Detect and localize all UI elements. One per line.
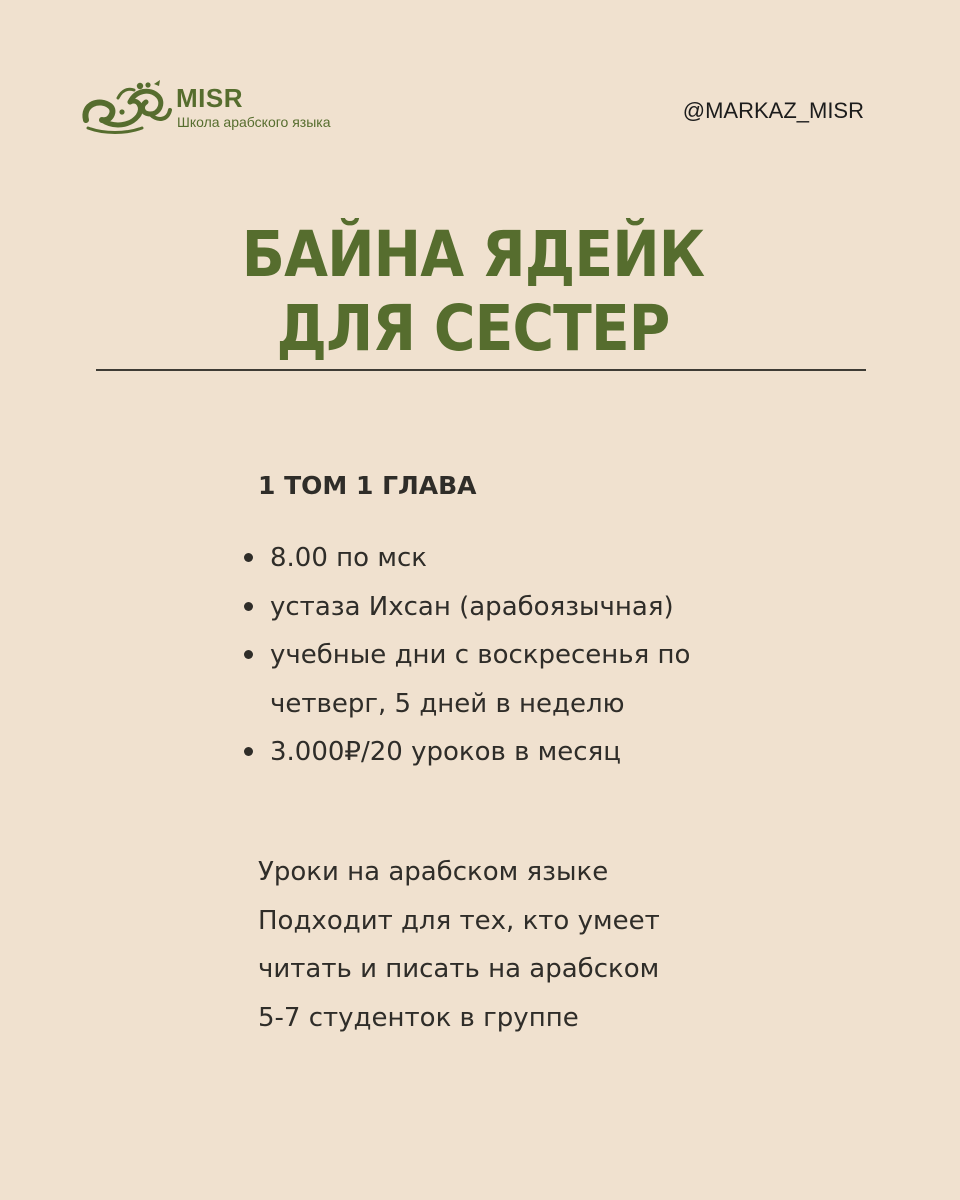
brand-tagline: Школа арабского языка	[177, 114, 331, 130]
course-heading: 1 ТОМ 1 ГЛАВА	[258, 471, 477, 500]
social-handle: @MARKAZ_MISR	[682, 98, 864, 123]
poster-title-line: БАЙНА ЯДЕЙК	[241, 218, 705, 291]
course-note-line: читать и писать на арабском	[258, 954, 660, 984]
course-note-line: Уроки на арабском языке	[258, 857, 609, 887]
course-detail-item: 8.00 по мск	[240, 534, 800, 583]
poster-title-line: ДЛЯ СЕСТЕР	[276, 292, 670, 365]
course-note-line: Подходит для тех, кто умеет	[258, 905, 660, 936]
course-detail-item: 3.000₽/20 уроков в месяц	[240, 728, 800, 777]
poster-title	[47, 218, 898, 366]
course-note-line: 5-7 студенток в группе	[258, 1002, 579, 1033]
arabic-calligraphy-logo-icon	[80, 80, 172, 136]
title-divider	[96, 369, 866, 371]
brand-name: MISR	[176, 83, 243, 113]
course-detail-item: учебные дни с воскресенья по четверг, 5 дней в неделю	[240, 631, 800, 728]
course-detail-item: устаза Ихсан (арабоязычная)	[240, 583, 800, 632]
brand-logo	[80, 80, 380, 136]
course-details-list	[240, 534, 800, 777]
course-notes	[258, 848, 818, 1042]
